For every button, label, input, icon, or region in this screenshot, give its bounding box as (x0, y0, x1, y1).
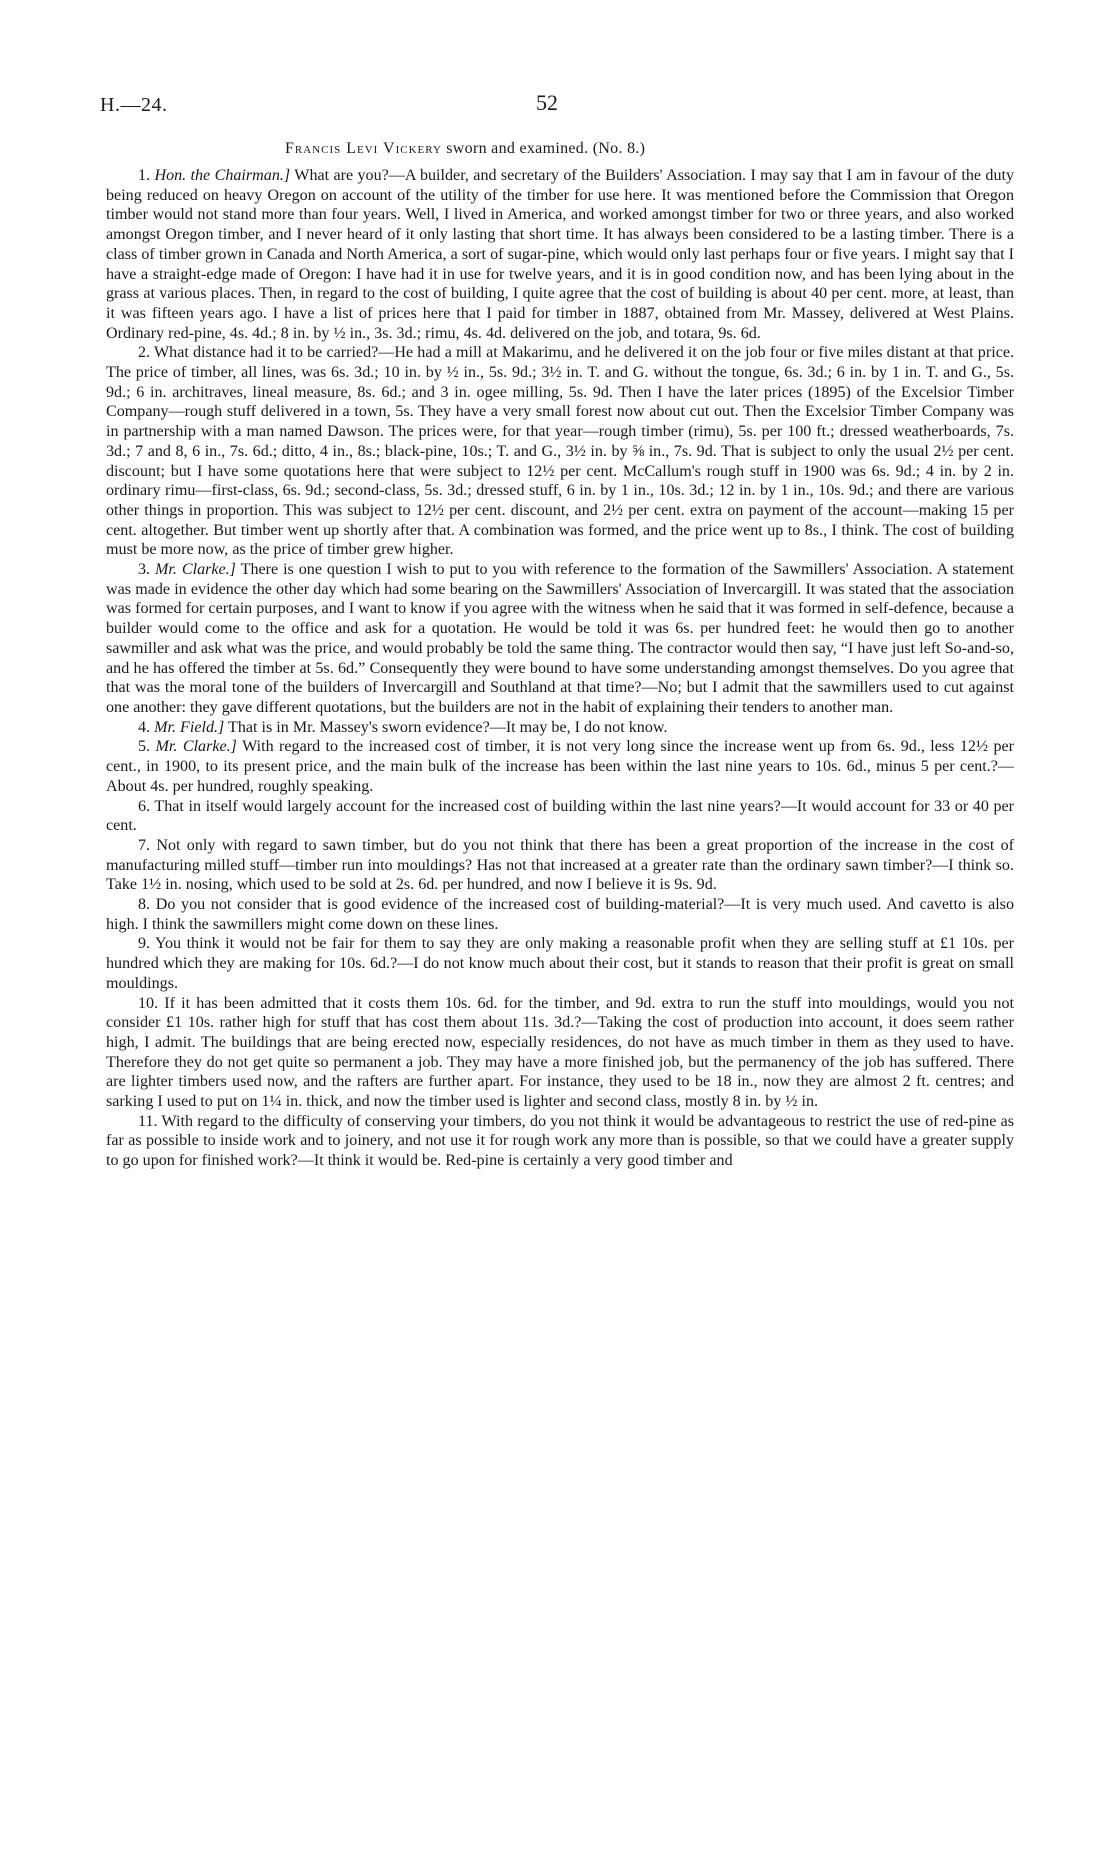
question-number: 1. (138, 167, 151, 184)
evidence-paragraph (106, 718, 1014, 738)
paragraph-text: Do you not consider that is good evidence of the increased cost of building-material?—It is very much used. And cavetto is also high. I think the sawmillers might come down on these lines. (106, 896, 1014, 933)
evidence-paragraph (106, 836, 1014, 895)
witness-name: Francis Levi Vickery (285, 140, 442, 157)
witness-heading (285, 140, 885, 158)
evidence-paragraph (106, 895, 1014, 934)
paragraph-text: If it has been admitted that it costs them 10s. 6d. for the timber, and 9d. extra to run the stuff into mouldings, would you not consider £1 10s. rather high for stuff that has cost them about 11s. 3d.?—Taking the cost of production into account, it does seem rather high, I admit. The buildings that are being erected now, especially residences, do not have as much timber in them as they used to have. Therefore they do not get quite so permanent a job. They may have a more finished job, but the permanency of the job has suffered. There are lighter timbers used now, and the rafters are further apart. For instance, they used to be 18 in., now they are almost 2 ft. centres; and sarking I used to put on 1¼ in. thick, and now the timber used is lighter and second class, mostly 8 in. by ½ in. (106, 994, 1014, 1111)
question-number: 7. (138, 836, 151, 854)
question-number: 10. (138, 994, 159, 1012)
evidence-paragraph (106, 797, 1014, 836)
paragraph-text: That in itself would largely account for the increased cost of building within the last nine years?—It would account for 33 or 40 per cent. (106, 797, 1015, 835)
evidence-paragraph (106, 934, 1014, 993)
paragraph-text: What distance had it to be carried?—He had a mill at Makarimu, and he delivered it on the job four or five miles distant at that price. The price of timber, all lines, was 6s. 3d.; 10 in. by ½ in., 5s. 9d.; 3½ in. T. and G. without the tongue, 6s. 3d.; 6 in. by 1 in. T. and G., 5s. 9d.; 6 in. architraves, lineal measure, 8s. 6d.; and 3 in. ogee milling, 5s. 9d. Then I have the later prices (1895) of the Excelsior Timber Company—rough stuff delivered in a town, 5s. They have a very small forest now about cut out. Then the Excelsior Timber Company was in partnership with a man named Dawson. The prices were, for that year—rough timber (rimu), 5s. per 100 ft.; dressed weatherboards, 7s. 3d.; 7 and 8, 6 in., 7s. 6d.; ditto, 4 in., 8s.; black-pine, 10s.; T. and G., 3½ in. by ⅝ in., 7s. 9d. That is subject to only the usual 2½ per cent. discount; but I have some quotations here that were subject to 12½ per cent. McCallum's rough stuff in 1900 was 6s. 9d.; 4 in. by 2 in. ordinary rimu—first-class, 6s. 9d.; second-class, 5s. 3d.; dressed stuff, 6 in. by 1 in., 10s. 3d.; 12 in. by 1 in., 10s. 9d.; and there are various other things in proportion. This was subject to 12½ per cent. discount, and 2½ per cent. extra on payment of the account—making 15 per cent. altogether. But timber went up shortly after that. A combination was formed, and the price went up to 8s., I think. The cost of building must be more now, as the price of timber grew higher. (106, 344, 1014, 559)
paragraph-text: There is one question I wish to put to you with reference to the formation of the Sawmillers' Association. A statement was made in evidence the other day which had some bearing on the Sawmillers' Association of Invercargill. It was stated that the association was formed for certain purposes, and I want to know if you agree with the witness when he said that it was formed in self-defence, because a builder would come to the office and ask for a quotation. He would be told it was 6s. per hundred feet: he would then go to another sawmiller and ask what was the price, and would probably be told the same thing. The contractor would then say, “I have just left So-and-so, and he has offered the timber at 5s. 6d.” Consequently they were bound to have some understanding amongst themselves. Do you agree that that was the moral tone of the builders of Invercargill and Southland at that time?—No; but I admit that the sawmillers used to cut against one another: they gave different quotations, but the builders are not in the habit of explaining their tenders to another man. (106, 561, 1014, 716)
parliamentary-paper-reference: H.—24. (100, 94, 168, 116)
speaker: Mr. Clarke.] (155, 561, 236, 579)
speaker: Hon. the Chairman.] (154, 167, 291, 184)
question-number: 11. (138, 1112, 158, 1130)
evidence-paragraph (106, 560, 1014, 718)
question-number: 4. (138, 718, 151, 736)
witness-number: (No. 8.) (592, 140, 646, 157)
evidence-paragraph (106, 737, 1014, 796)
question-number: 6. (138, 797, 151, 815)
evidence-paragraph (106, 994, 1014, 1112)
evidence-body (106, 166, 1014, 1171)
paragraph-text: What are you?—A builder, and secretary of the Builders' Association. I may say that I am in favour of the duty being reduced on heavy Oregon on account of the utility of the timber for use here. It was mentioned before the Commission that Oregon timber would not stand more than four years. Well, I lived in America, and worked amongst timber for two or three years, and also worked amongst Oregon timber, and I never heard of it only lasting that short time. It has always been considered to be a lasting timber. There is a class of timber grown in Canada and North America, a sort of sugar-pine, which would only last perhaps four or five years. I might say that I have a straight-edge made of Oregon: I have had it in use for twelve years, and it is in good condition now, and has been lying about in the grass at various places. Then, in regard to the cost of building, I quite agree that the cost of building is about 40 per cent. more, at least, than it was fifteen years ago. I have a list of prices here that I paid for timber in 1887, obtained from Mr. Massey, delivered at West Plains. Ordinary red-pine, 4s. 4d.; 8 in. by ½ in., 3s. 3d.; rimu, 4s. 4d. delivered on the job, and totara, 9s. 6d. (106, 167, 1015, 342)
evidence-paragraph (106, 1112, 1014, 1171)
page-number: 52 (536, 90, 558, 115)
paragraph-text: With regard to the difficulty of conserving your timbers, do you not think it would be advantageous to restrict the use of red-pine as far as possible to inside work and to joinery, and not use it for rough work any more than is possible, so that we could have a greater supply to go upon for finished work?—It think it would be. Red-pine is certainly a very good timber and (106, 1112, 1015, 1170)
question-number: 3. (138, 561, 151, 579)
speaker: Mr. Field.] (154, 718, 225, 736)
evidence-paragraph (106, 166, 1014, 343)
paragraph-text: With regard to the increased cost of timber, it is not very long since the increase went up from 6s. 9d., less 12½ per cent., in 1900, to its present price, and the main bulk of the increase has been within the last nine years to 10s. 6d., minus 5 per cent.?—About 4s. per hundred, roughly speaking. (106, 738, 1014, 795)
question-number: 9. (138, 935, 151, 953)
question-number: 8. (138, 896, 151, 914)
question-number: 2. (138, 344, 151, 362)
paragraph-text: That is in Mr. Massey's sworn evidence?—It may be, I do not know. (228, 718, 668, 736)
paragraph-text: Not only with regard to sawn timber, but do you not think that there has been a great proportion of the increase in the cost of manufacturing milled stuff—timber run into mouldings? Has not that increased at a greater rate than the ordinary sawn timber?—I think so. Take 1½ in. nosing, which used to be sold at 2s. 6d. per hundred, and now I believe it is 9s. 9d. (106, 836, 1015, 894)
question-number: 5. (138, 738, 151, 756)
speaker: Mr. Clarke.] (155, 738, 237, 756)
paragraph-text: You think it would not be fair for them to say they are only making a reasonable profit when they are selling stuff at £1 10s. per hundred which they are making for 10s. 6d.?—I do not know much about their cost, but it stands to reason that their profit is great on small mouldings. (106, 935, 1014, 992)
evidence-paragraph (106, 343, 1014, 560)
witness-description: sworn and examined. (446, 140, 589, 157)
